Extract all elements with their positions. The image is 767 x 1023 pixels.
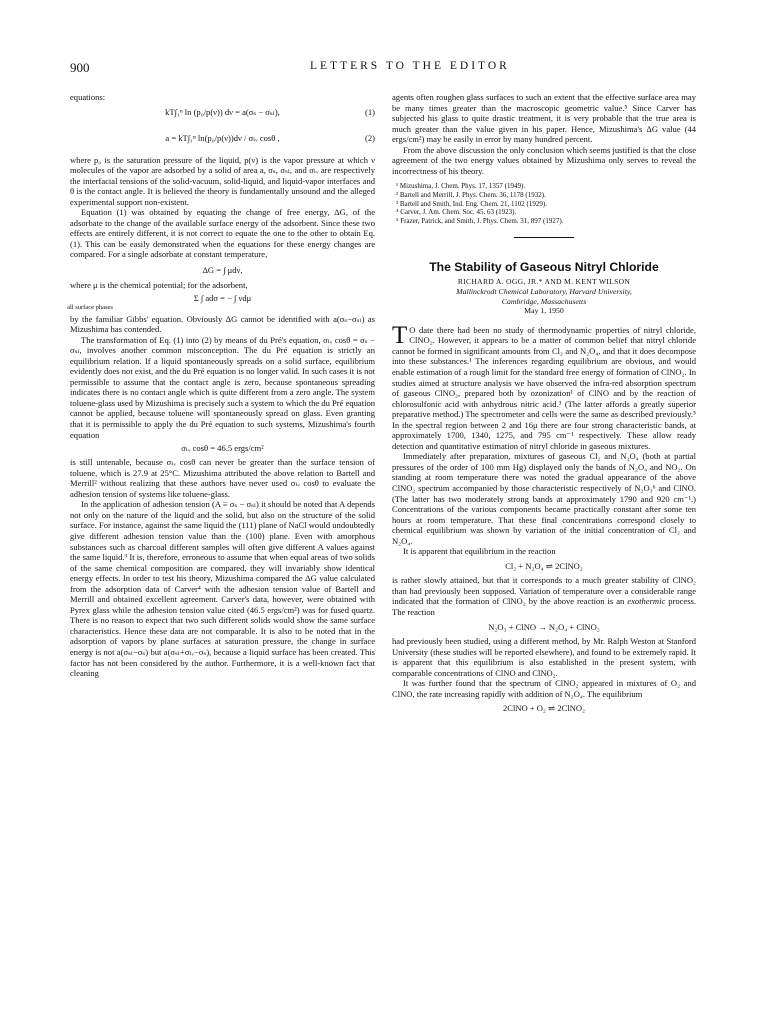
reference-item: ¹ Mizushima, J. Chem. Phys. 17, 1357 (1949). <box>396 182 526 191</box>
paragraph: had previously been studied, using a different method, by Mr. Ralph Weston at Stanford University (these studies will be reported elsewhere), and found to be extremely rapid. It is apparent that this equilibrium is also established in the present system, with comparable concentrations of ClNO and ClNO₂. <box>392 636 696 678</box>
article-authors: RICHARD A. OGG, JR.* AND M. KENT WILSON <box>457 276 631 286</box>
reaction-equation: Cl₂ + N₂O₄ ⇌ 2ClNO₂ <box>505 560 583 571</box>
paragraph: agents often roughen glass surfaces to such an extent that the effective surface area may be many times greater than the macroscopic geometric value.⁵ Since Carver has subjected his glass to quite drastic treatment, it is very probable that the true area is much greater than the value given in his paper. Hence, Mizushima's ΔG value (44 ergs/cm²) may be easily in error by many hundred percent. <box>392 92 696 145</box>
equation-2-number: (2) <box>365 132 375 143</box>
paragraph: Immediately after preparation, mixtures of gaseous Cl₂ and N₂O₄ (both at partial pressures of the order of 100 mm Hg) displayed only the bands of N₂O₄ and NO₂. On standing at room temperature there was noted the gradual appearance of the above ClNO₂ spectrum accompanied by those characteristic respectively of N₂O₃⁶ and ClNO. (The latter has two moderately strong bands at approximately 1790 and 920 cm⁻¹.) Concentrations of the various components became practically constant after some ten hours at room temperature. That these final concentrations correspond closely to chemical equilibrium was shown by variation of the initial concentration of Cl₂ and N₂O₄. <box>392 451 696 546</box>
equation-5-body: σₗᵥ cosθ = 46.5 ergs/cm² <box>181 443 264 454</box>
emphasis: exothermic <box>627 596 666 607</box>
paragraph: by the familiar Gibbs' equation. Obviously ΔG cannot be identified with a(σₛ−σₛₗ) as Mizushima has contended. <box>70 313 375 335</box>
section-divider <box>514 237 574 238</box>
received-date: May 1, 1950 <box>524 306 564 316</box>
page-header <box>70 60 710 78</box>
equation-1-body: kT∫₁ⁿ ln (p₀/p(ν)) dν = a(σₛ − σₛₗ), <box>165 107 280 118</box>
paragraph: The transformation of Eq. (1) into (2) by means of du Pré's equation, σₗᵥ cosθ = σₛ − σₛₗ, involves another common misconception. The du Pré equation is strictly an equilibrium relation. If a liquid spontaneously spreads on a solid surface, equilibrium evidently does not exist, and the du Pré equation is no longer valid. In such cases it is not permissible to assume that the contact angle is zero, because spontaneous spreading indicates there is no contact angle which is quite different from a zero angle. The system toluene-glass used by Mizushima is precisely such a system to which the du Pré equation cannot be applied, because toluene will spontaneously spread on glass. Even granting that it is permissible to apply the du Pré equation to such systems, Mizushima's fourth equation <box>70 334 375 440</box>
text-run: is rather slowly attained, but that it corresponds to a much greater stability of ClNO₂ than had previously been supposed. Variation of temperature over a considerable range indicated that the formation of ClNO₂ by the above reaction is an <box>392 575 696 607</box>
paragraph: where p₀ is the saturation pressure of the liquid, p(ν) is the vapor pressure at which ν molecules of the vapor are adsorbed by a solid of area a, σₛ, σₛₗ, and σₗᵥ are respectively the interfacial tensions of the solid-vacuum, solid-liquid, and liquid-vapor interfaces and θ is the contact angle. It is believed the theory is fundamentally unsound and the alleged experimental support non-existent. <box>70 154 375 207</box>
paragraph: It is apparent that equilibrium in the reaction <box>403 546 556 557</box>
text-run: process. The reaction <box>392 596 697 618</box>
equation-3 <box>70 260 375 280</box>
paragraph: is still untenable, because σₗᵥ cosθ can never be greater than the surface tension of toluene, which is 27.9 at 25°C. Mizushima attributed the above relation to Bartell and Merrill² without realizing that these authors have never used σₗᵥ cosθ to evaluate the adhesion tension of systems like toluene-glass. <box>70 457 375 499</box>
reference-item: ² Bartell and Merrill, J. Phys. Chem. 36, 1178 (1932). <box>396 190 546 199</box>
reaction-equation: N₂O₃ + ClNO → N₂O₄ + ClNO₂ <box>488 621 600 632</box>
paragraph: It was further found that the spectrum of ClNO₂ appeared in mixtures of O₂ and ClNO, the rate increasing rapidly with addition of N₂O₄. The equilibrium <box>392 678 696 699</box>
article-title: The Stability of Gaseous Nitryl Chloride <box>429 260 659 275</box>
page-number: 900 <box>70 60 90 75</box>
references <box>392 182 696 225</box>
equation-4 <box>70 291 375 307</box>
paragraph <box>392 575 696 617</box>
equation-2 <box>70 123 375 155</box>
opening-text: O date there had been no study of thermodynamic properties of nitryl chloride, ClNO₂. However, it appears to be a matter of common belief that nitryl chloride cannot be formed in significant amounts from Cl₂ and N₂O₄, and that it does decompose into these substances.¹ The inferences regarding equilibrium are obvious, and would enable estimation of a rough limit for the standard free energy of formation of ClNO₂. In studies aimed at structure analysis we have observed the infra-red absorption spectrum of gaseous ClNO₂, prepared both by ozonization¹ of ClNO and by the reaction of chlorosulfonic acid with anhydrous nitric acid.³ (The latter affords a greatly superior preparative method.) The spectrometer and cells were the same as described previously.⁵ In the spectral region between 2 and 16μ there are four strong characteristic bands, at approximately 1700, 1340, 1275, and 795 cm⁻¹ respectively. These allow ready detection and quantitative estimation of nitryl chloride in gaseous mixtures. <box>392 324 696 451</box>
opening-paragraph <box>392 321 696 452</box>
paragraph: Equation (1) was obtained by equating the change of free energy, ΔG, of the adsorbate to the change of the available surface energy of the adsorbent. Since these two effects are entirely different, it is not correct to equate the one to the other to obtain Eq. (1). This can be easily demonstrated when the equations for these energy changes are compared. For a single adsorbate at constant temperature, <box>70 207 375 260</box>
paragraph: where μ is the chemical potential; for the adsorbent, <box>70 280 248 291</box>
equation-3-body: ΔG = ∫ μdν, <box>202 264 243 275</box>
right-column <box>392 92 696 718</box>
reference-item: ⁵ Frazer, Patrick, and Smith, J. Phys. Chem. 31, 897 (1927). <box>396 216 564 225</box>
equation-4-subscript: all surface phases <box>67 303 113 311</box>
reference-item: ³ Bartell and Smith, Ind. Eng. Chem. 21, 1102 (1929). <box>396 199 547 208</box>
equation-1-number: (1) <box>365 106 375 117</box>
equation-5 <box>70 440 375 457</box>
running-title: LETTERS TO THE EDITOR <box>310 60 510 72</box>
left-column <box>67 92 375 679</box>
drop-cap: T <box>392 321 408 349</box>
reaction-equation: 2ClNO + O₂ ⇌ 2ClNO₂ <box>502 703 586 714</box>
intro-text: equations: <box>70 92 106 102</box>
affiliation-location: Cambridge, Massachusetts <box>501 296 587 306</box>
affiliation: Mallinckrodt Chemical Laboratory, Harvard University, <box>456 287 632 297</box>
equation-1 <box>70 103 375 123</box>
paragraph: From the above discussion the only conclusion which seems justified is that the close agreement of the two energy values obtained by Mizushima only serves to reveal the incorrectness of his theory. <box>392 144 696 176</box>
equation-4-body: Σ ∫ adσ = − ∫ νdμ <box>193 293 252 304</box>
reference-item: ⁴ Carver, J. Am. Chem. Soc. 45, 63 (1923). <box>396 208 517 217</box>
equation-2-body: a = kT∫₁ⁿ ln(p₀/p(ν))dν / σₗᵥ cosθ , <box>165 133 280 144</box>
paragraph: In the application of adhesion tension (A ≡ σₛ − σₛₗ) it should be noted that A depends not only on the nature of the liquid and the solid, but also on the structure of the solid surface. For instance, against the same liquid the (111) plane of NaCl would undoubtedly give different adhesion tension value than the (100) plane. Even with amorphous substances such as charcoal different samples will often give different A values against the same liquid.³ It is, therefore, erroneous to assume that when equal areas of two solids of the same chemical composition are compared, they will invariably show identical energy effects. In order to test his theory, Mizushima compared the ΔG value calculated from the adsorption data of Carver⁴ with the adhesion tension value of Bartell and Merrill and obtained excellent agreement. Carver's data, however, were obtained with Pyrex glass while the adhesion tension value cited (46.5 ergs/cm²) was for fused quartz. There is no reason to expect that two such different solids would show the same surface characteristics. Hence these data are not comparable. It is also to be noted that in the adsorption of vapors by plane surfaces at saturation pressure, the change in surface energy is not a(σₛₗ−σₛ) but a(σₛₗ+σₗᵥ−σₛ), because a liquid surface has been created. This factor has not been considered by the author. Furthermore, it is a well-known fact that cleaning <box>70 499 375 679</box>
